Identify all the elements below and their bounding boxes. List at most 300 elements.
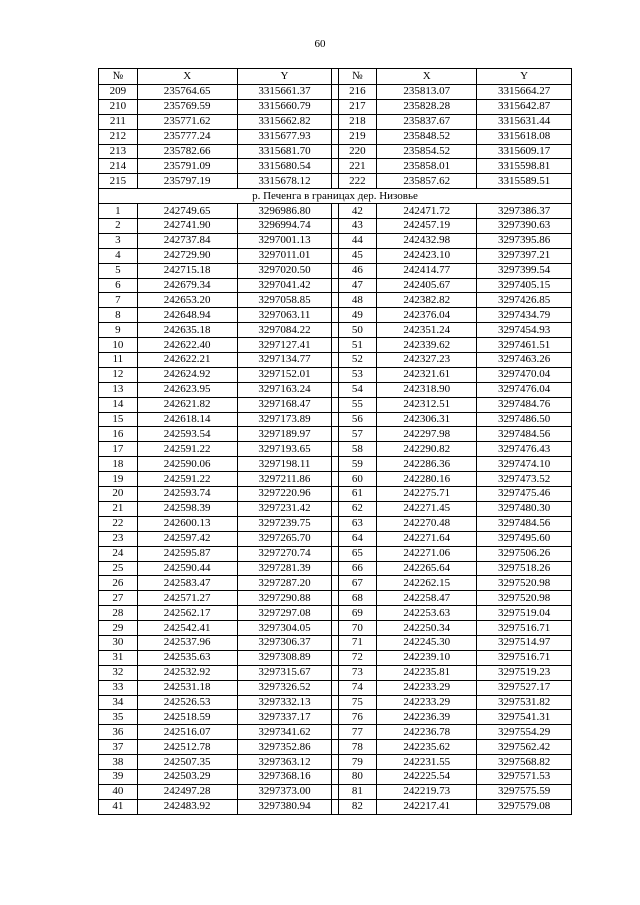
cell-y: 3297434.79 [477, 308, 572, 323]
cell-x: 242382.82 [377, 293, 477, 308]
section-title: р. Печенга в границах дер. Низовье [99, 189, 572, 204]
table-row [99, 784, 572, 799]
cell-y: 3297326.52 [237, 680, 332, 695]
cell-y: 3297352.86 [237, 740, 332, 755]
cell-number: 50 [338, 323, 377, 338]
cell-number: 67 [338, 576, 377, 591]
cell-y: 3297380.94 [237, 799, 332, 814]
cell-x: 235813.07 [377, 85, 477, 100]
cell-number: 51 [338, 338, 377, 353]
cell-number: 7 [99, 293, 138, 308]
cell-x: 235854.52 [377, 144, 477, 159]
cell-number: 60 [338, 472, 377, 487]
cell-x: 235791.09 [137, 159, 237, 174]
cell-number: 64 [338, 531, 377, 546]
cell-y: 3297527.17 [477, 680, 572, 695]
cell-y: 3297575.59 [477, 784, 572, 799]
cell-number: 61 [338, 487, 377, 502]
cell-y: 3297193.65 [237, 442, 332, 457]
cell-number: 78 [338, 740, 377, 755]
cell-x: 235797.19 [137, 174, 237, 189]
cell-number: 26 [99, 576, 138, 591]
cell-number: 44 [338, 233, 377, 248]
cell-y: 3315631.44 [477, 114, 572, 129]
cell-number: 71 [338, 635, 377, 650]
cell-y: 3297363.12 [237, 755, 332, 770]
table-row [99, 129, 572, 144]
section-body [99, 189, 572, 204]
cell-number: 48 [338, 293, 377, 308]
cell-number: 76 [338, 710, 377, 725]
cell-y: 3297127.41 [237, 338, 332, 353]
cell-x: 242290.82 [377, 442, 477, 457]
cell-y: 3297486.50 [477, 412, 572, 427]
table-row [99, 472, 572, 487]
cell-number: 215 [99, 174, 138, 189]
table-row [99, 442, 572, 457]
cell-number: 212 [99, 129, 138, 144]
cell-x: 242635.18 [137, 323, 237, 338]
cell-number: 20 [99, 487, 138, 502]
table-row [99, 650, 572, 665]
cell-y: 3297306.37 [237, 635, 332, 650]
cell-x: 242235.62 [377, 740, 477, 755]
table-row [99, 665, 572, 680]
cell-x: 242737.84 [137, 233, 237, 248]
cell-x: 242235.81 [377, 665, 477, 680]
cell-x: 242621.82 [137, 397, 237, 412]
cell-number: 6 [99, 278, 138, 293]
table-row [99, 755, 572, 770]
cell-y: 3315664.27 [477, 85, 572, 100]
cell-number: 217 [338, 99, 377, 114]
cell-number: 16 [99, 427, 138, 442]
cell-x: 242597.42 [137, 531, 237, 546]
cell-x: 242376.04 [377, 308, 477, 323]
cell-y: 3297231.42 [237, 501, 332, 516]
cell-y: 3297390.63 [477, 219, 572, 234]
cell-number: 211 [99, 114, 138, 129]
coordinates-table [98, 68, 572, 815]
cell-y: 3297579.08 [477, 799, 572, 814]
cell-number: 62 [338, 501, 377, 516]
cell-number: 219 [338, 129, 377, 144]
cell-y: 3315660.79 [237, 99, 332, 114]
cell-number: 33 [99, 680, 138, 695]
cell-x: 242749.65 [137, 204, 237, 219]
cell-number: 10 [99, 338, 138, 353]
table-row [99, 576, 572, 591]
cell-number: 41 [99, 799, 138, 814]
cell-y: 3297470.04 [477, 367, 572, 382]
cell-y: 3297520.98 [477, 576, 572, 591]
cell-x: 242622.40 [137, 338, 237, 353]
cell-y: 3297461.51 [477, 338, 572, 353]
cell-x: 242312.51 [377, 397, 477, 412]
table-row [99, 144, 572, 159]
table-row [99, 606, 572, 621]
cell-y: 3297341.62 [237, 725, 332, 740]
cell-number: 5 [99, 263, 138, 278]
cell-y: 3297516.71 [477, 650, 572, 665]
cell-number: 72 [338, 650, 377, 665]
cell-number: 58 [338, 442, 377, 457]
cell-y: 3297332.13 [237, 695, 332, 710]
cell-number: 68 [338, 591, 377, 606]
cell-number: 39 [99, 769, 138, 784]
cell-number: 27 [99, 591, 138, 606]
cell-x: 242571.27 [137, 591, 237, 606]
table-row [99, 85, 572, 100]
cell-number: 80 [338, 769, 377, 784]
cell-y: 3297308.89 [237, 650, 332, 665]
cell-y: 3297519.04 [477, 606, 572, 621]
cell-x: 242512.78 [137, 740, 237, 755]
cell-y: 3297386.37 [477, 204, 572, 219]
cell-y: 3297516.71 [477, 621, 572, 636]
table-row [99, 635, 572, 650]
cell-y: 3297315.67 [237, 665, 332, 680]
cell-y: 3297281.39 [237, 561, 332, 576]
cell-y: 3297495.60 [477, 531, 572, 546]
cell-x: 242526.53 [137, 695, 237, 710]
cell-x: 242219.73 [377, 784, 477, 799]
cell-number: 28 [99, 606, 138, 621]
cell-y: 3315589.51 [477, 174, 572, 189]
cell-x: 242593.54 [137, 427, 237, 442]
cell-x: 242497.28 [137, 784, 237, 799]
cell-number: 2 [99, 219, 138, 234]
cell-y: 3315618.08 [477, 129, 572, 144]
cell-x: 242327.23 [377, 353, 477, 368]
table-row [99, 338, 572, 353]
cell-x: 242231.55 [377, 755, 477, 770]
cell-x: 235764.65 [137, 85, 237, 100]
cell-y: 3297173.89 [237, 412, 332, 427]
cell-x: 242253.63 [377, 606, 477, 621]
cell-number: 14 [99, 397, 138, 412]
cell-x: 242236.39 [377, 710, 477, 725]
cell-y: 3297011.01 [237, 248, 332, 263]
table-row [99, 233, 572, 248]
cell-x: 242729.90 [137, 248, 237, 263]
cell-y: 3297399.54 [477, 263, 572, 278]
cell-y: 3297463.26 [477, 353, 572, 368]
cell-x: 242516.07 [137, 725, 237, 740]
cell-y: 3297152.01 [237, 367, 332, 382]
cell-number: 209 [99, 85, 138, 100]
header-y: Y [237, 69, 332, 85]
cell-x: 235771.62 [137, 114, 237, 129]
cell-y: 3297239.75 [237, 516, 332, 531]
cell-number: 25 [99, 561, 138, 576]
cell-y: 3297304.05 [237, 621, 332, 636]
cell-number: 4 [99, 248, 138, 263]
table-row [99, 367, 572, 382]
cell-number: 221 [338, 159, 377, 174]
cell-x: 242653.20 [137, 293, 237, 308]
cell-x: 242562.17 [137, 606, 237, 621]
cell-x: 242275.71 [377, 487, 477, 502]
table-row [99, 546, 572, 561]
cell-y: 3297020.50 [237, 263, 332, 278]
cell-x: 242648.94 [137, 308, 237, 323]
cell-x: 242542.41 [137, 621, 237, 636]
cell-number: 73 [338, 665, 377, 680]
cell-x: 235857.62 [377, 174, 477, 189]
table-row [99, 308, 572, 323]
cell-x: 242518.59 [137, 710, 237, 725]
cell-number: 222 [338, 174, 377, 189]
cell-y: 3297163.24 [237, 382, 332, 397]
cell-number: 69 [338, 606, 377, 621]
cell-x: 242297.98 [377, 427, 477, 442]
table-row [99, 680, 572, 695]
table-row [99, 591, 572, 606]
cell-x: 242535.63 [137, 650, 237, 665]
cell-number: 30 [99, 635, 138, 650]
cell-x: 242239.10 [377, 650, 477, 665]
cell-x: 235858.01 [377, 159, 477, 174]
table-row [99, 174, 572, 189]
cell-x: 242250.34 [377, 621, 477, 636]
cell-number: 63 [338, 516, 377, 531]
cell-y: 3297290.88 [237, 591, 332, 606]
cell-number: 46 [338, 263, 377, 278]
cell-y: 3296986.80 [237, 204, 332, 219]
cell-x: 242471.72 [377, 204, 477, 219]
cell-y: 3315661.37 [237, 85, 332, 100]
cell-y: 3297541.31 [477, 710, 572, 725]
table-row [99, 710, 572, 725]
cell-x: 242532.92 [137, 665, 237, 680]
cell-y: 3315609.17 [477, 144, 572, 159]
header-x: X [137, 69, 237, 85]
table-row [99, 457, 572, 472]
cell-y: 3297168.47 [237, 397, 332, 412]
cell-y: 3297473.52 [477, 472, 572, 487]
table-row [99, 531, 572, 546]
cell-x: 242537.96 [137, 635, 237, 650]
cell-number: 79 [338, 755, 377, 770]
cell-y: 3315677.93 [237, 129, 332, 144]
cell-x: 242622.21 [137, 353, 237, 368]
cell-number: 18 [99, 457, 138, 472]
header-x: X [377, 69, 477, 85]
cell-x: 242457.19 [377, 219, 477, 234]
cell-y: 3297571.53 [477, 769, 572, 784]
table-row [99, 159, 572, 174]
cell-number: 70 [338, 621, 377, 636]
cell-x: 242618.14 [137, 412, 237, 427]
cell-y: 3315678.12 [237, 174, 332, 189]
table-row [99, 621, 572, 636]
cell-x: 242405.67 [377, 278, 477, 293]
cell-number: 216 [338, 85, 377, 100]
cell-x: 235782.66 [137, 144, 237, 159]
cell-number: 210 [99, 99, 138, 114]
cell-x: 235828.28 [377, 99, 477, 114]
cell-y: 3315681.70 [237, 144, 332, 159]
cell-number: 21 [99, 501, 138, 516]
table-row [99, 248, 572, 263]
cell-x: 242270.48 [377, 516, 477, 531]
cell-x: 242233.29 [377, 680, 477, 695]
cell-x: 242590.06 [137, 457, 237, 472]
header-y: Y [477, 69, 572, 85]
cell-number: 213 [99, 144, 138, 159]
cell-number: 47 [338, 278, 377, 293]
cell-y: 3297211.86 [237, 472, 332, 487]
cell-number: 66 [338, 561, 377, 576]
table-row [99, 204, 572, 219]
table-row [99, 516, 572, 531]
table-row [99, 740, 572, 755]
table-row [99, 263, 572, 278]
cell-x: 242503.29 [137, 769, 237, 784]
table-row [99, 323, 572, 338]
table-row [99, 353, 572, 368]
cell-number: 54 [338, 382, 377, 397]
cell-number: 40 [99, 784, 138, 799]
cell-number: 15 [99, 412, 138, 427]
table-row [99, 799, 572, 814]
cell-number: 56 [338, 412, 377, 427]
cell-x: 242271.45 [377, 501, 477, 516]
header-number: № [99, 69, 138, 85]
cell-number: 42 [338, 204, 377, 219]
section-row [99, 189, 572, 204]
cell-number: 77 [338, 725, 377, 740]
cell-number: 49 [338, 308, 377, 323]
cell-y: 3297568.82 [477, 755, 572, 770]
cell-x: 242593.74 [137, 487, 237, 502]
cell-y: 3297520.98 [477, 591, 572, 606]
cell-number: 45 [338, 248, 377, 263]
cell-x: 242531.18 [137, 680, 237, 695]
cell-y: 3297476.04 [477, 382, 572, 397]
cell-y: 3297063.11 [237, 308, 332, 323]
cell-x: 242217.41 [377, 799, 477, 814]
cell-x: 242715.18 [137, 263, 237, 278]
cell-number: 11 [99, 353, 138, 368]
cell-number: 3 [99, 233, 138, 248]
cell-x: 242507.35 [137, 755, 237, 770]
table-row [99, 412, 572, 427]
cell-number: 53 [338, 367, 377, 382]
cell-number: 220 [338, 144, 377, 159]
cell-number: 43 [338, 219, 377, 234]
cell-x: 242624.92 [137, 367, 237, 382]
cell-number: 74 [338, 680, 377, 695]
cell-number: 24 [99, 546, 138, 561]
cell-y: 3297484.56 [477, 516, 572, 531]
table-row [99, 769, 572, 784]
cell-y: 3315642.87 [477, 99, 572, 114]
cell-x: 242306.31 [377, 412, 477, 427]
cell-x: 242432.98 [377, 233, 477, 248]
cell-x: 242258.47 [377, 591, 477, 606]
cell-number: 82 [338, 799, 377, 814]
table-row [99, 725, 572, 740]
cell-y: 3297426.85 [477, 293, 572, 308]
cell-y: 3297514.97 [477, 635, 572, 650]
cell-number: 12 [99, 367, 138, 382]
cell-x: 242339.62 [377, 338, 477, 353]
cell-number: 75 [338, 695, 377, 710]
cell-y: 3297084.22 [237, 323, 332, 338]
cell-y: 3297454.93 [477, 323, 572, 338]
table-row [99, 219, 572, 234]
table-row [99, 293, 572, 308]
cell-y: 3297484.76 [477, 397, 572, 412]
cell-number: 218 [338, 114, 377, 129]
cell-y: 3297134.77 [237, 353, 332, 368]
cell-y: 3297474.10 [477, 457, 572, 472]
cell-x: 242590.44 [137, 561, 237, 576]
cell-x: 235848.52 [377, 129, 477, 144]
cell-x: 242265.64 [377, 561, 477, 576]
cell-y: 3297476.43 [477, 442, 572, 457]
cell-number: 31 [99, 650, 138, 665]
cell-x: 242236.78 [377, 725, 477, 740]
cell-x: 242679.34 [137, 278, 237, 293]
header-number: № [338, 69, 377, 85]
cell-y: 3297480.30 [477, 501, 572, 516]
cell-x: 242591.22 [137, 472, 237, 487]
cell-x: 242741.90 [137, 219, 237, 234]
cell-y: 3315598.81 [477, 159, 572, 174]
cell-y: 3297475.46 [477, 487, 572, 502]
cell-y: 3297041.42 [237, 278, 332, 293]
cell-number: 52 [338, 353, 377, 368]
cell-x: 242591.22 [137, 442, 237, 457]
cell-number: 29 [99, 621, 138, 636]
cell-y: 3297562.42 [477, 740, 572, 755]
cell-x: 242286.36 [377, 457, 477, 472]
cell-x: 242351.24 [377, 323, 477, 338]
cell-y: 3297519.23 [477, 665, 572, 680]
cell-y: 3297189.97 [237, 427, 332, 442]
page-number: 60 [314, 38, 326, 50]
cell-number: 55 [338, 397, 377, 412]
table-row [99, 278, 572, 293]
cell-x: 242623.95 [137, 382, 237, 397]
cell-number: 59 [338, 457, 377, 472]
cell-x: 242598.39 [137, 501, 237, 516]
cell-y: 3315680.54 [237, 159, 332, 174]
cell-y: 3297518.26 [477, 561, 572, 576]
cell-x: 242423.10 [377, 248, 477, 263]
cell-y: 3297297.08 [237, 606, 332, 621]
table-row [99, 501, 572, 516]
table-row [99, 397, 572, 412]
table-row [99, 561, 572, 576]
cell-number: 36 [99, 725, 138, 740]
cell-number: 65 [338, 546, 377, 561]
table-row [99, 114, 572, 129]
cell-x: 242262.15 [377, 576, 477, 591]
cell-y: 3296994.74 [237, 219, 332, 234]
cell-y: 3297484.56 [477, 427, 572, 442]
cell-number: 35 [99, 710, 138, 725]
cell-y: 3297395.86 [477, 233, 572, 248]
cell-y: 3315662.82 [237, 114, 332, 129]
cell-y: 3297397.21 [477, 248, 572, 263]
cell-number: 81 [338, 784, 377, 799]
table-row [99, 487, 572, 502]
cell-x: 242595.87 [137, 546, 237, 561]
